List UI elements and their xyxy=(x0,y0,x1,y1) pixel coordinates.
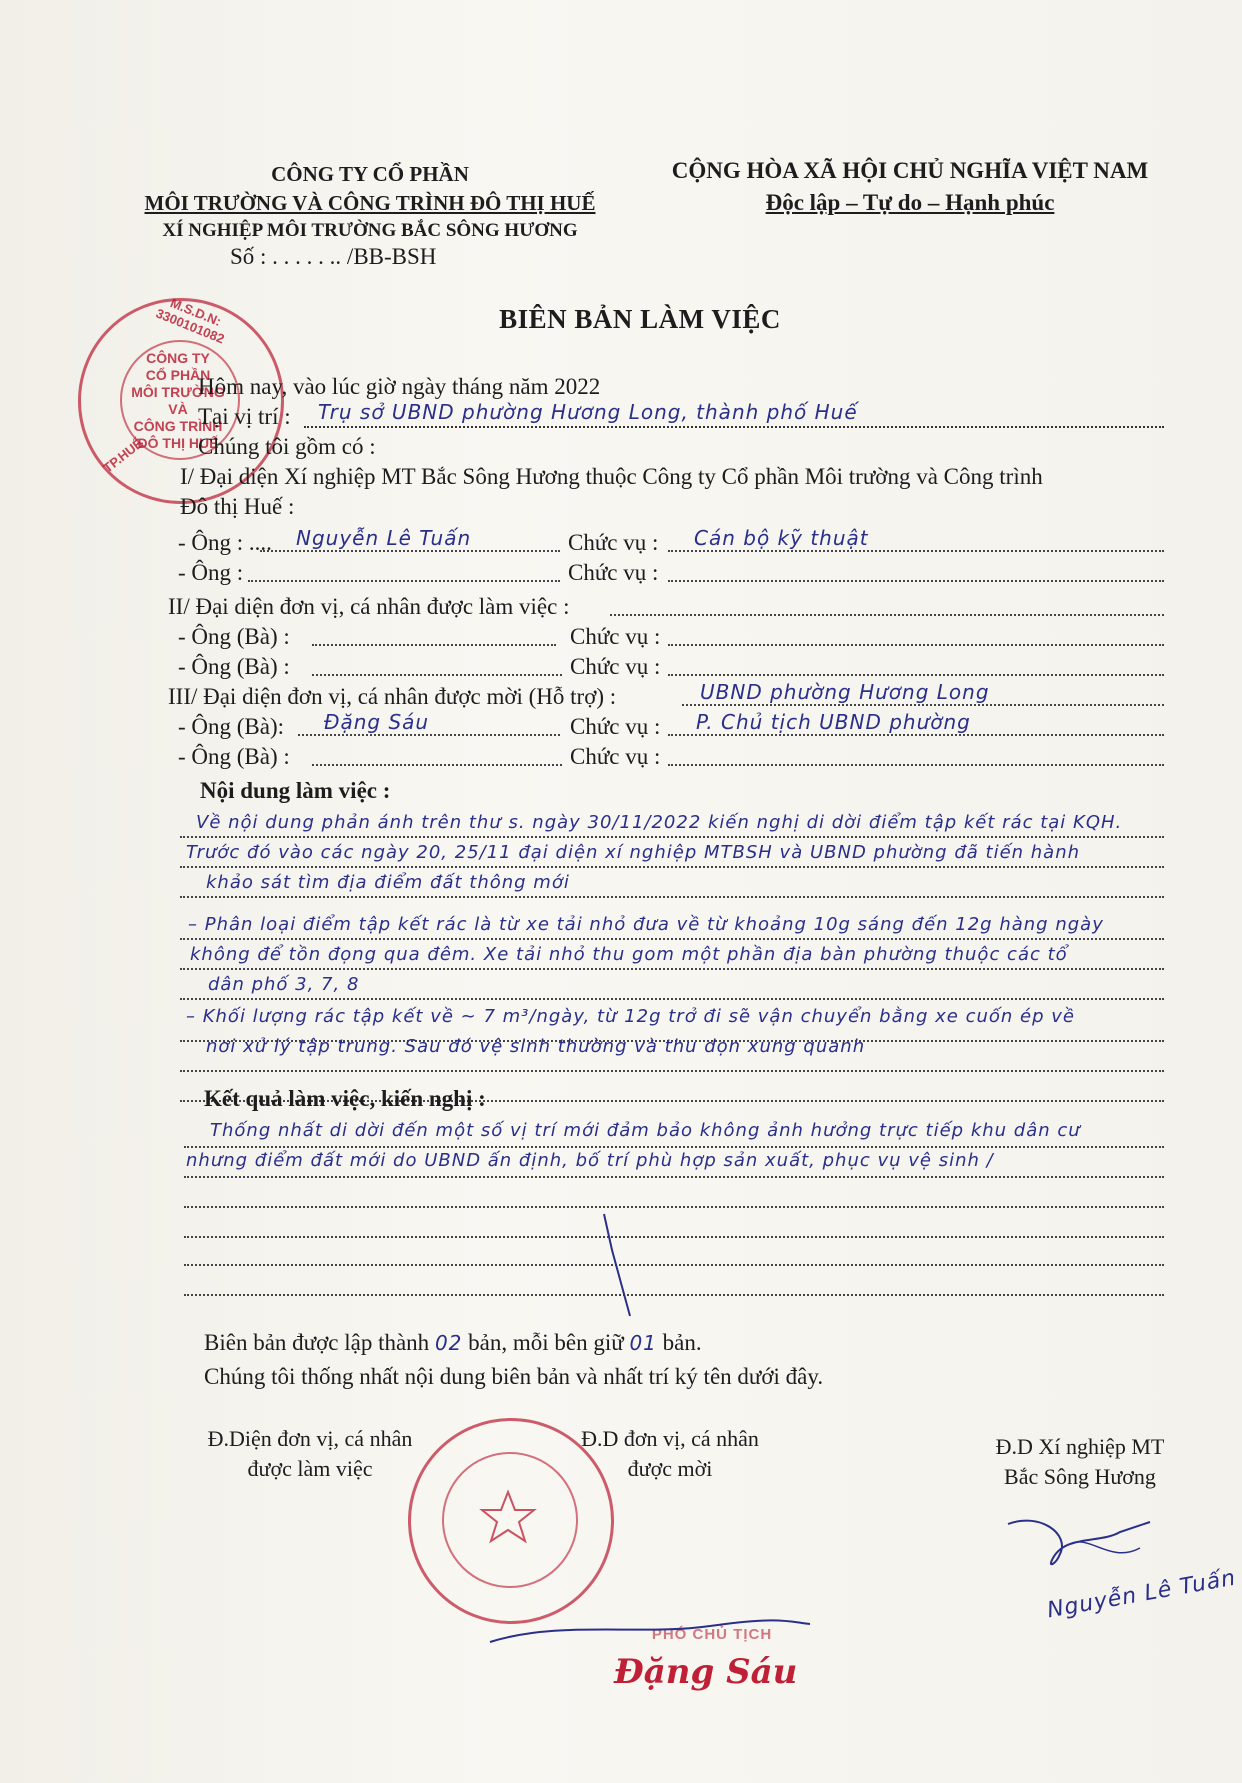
content-line: dân phố 3, 7, 8 xyxy=(208,974,360,995)
role-label: Chức vụ : xyxy=(570,714,661,739)
company-name: CÔNG TY CỔ PHẦN xyxy=(271,162,469,186)
header-left xyxy=(120,162,620,270)
ward-seal xyxy=(408,1418,618,1628)
right-signature xyxy=(1000,1504,1170,1584)
signer-name-invited: Đặng Sáu xyxy=(614,1652,798,1692)
section1-person2-label: - Ông : xyxy=(178,560,244,585)
country-name: CỘNG HÒA XÃ HỘI CHỦ NGHĨA VIỆT NAM xyxy=(671,158,1149,183)
result-line: Thống nhất di dời đến một số vị trí mới đảm bảo không ảnh hưởng trực tiếp khu dân cư xyxy=(210,1120,1081,1141)
content-line: – Phân loại điểm tập kết rác là từ xe tải nhỏ đưa về từ khoảng 10g sáng đến 12g hàng ngày xyxy=(188,914,1104,935)
section3-person1-name: Đặng Sáu xyxy=(324,710,430,734)
company-full-name: MÔI TRƯỜNG VÀ CÔNG TRÌNH ĐÔ THỊ HUẾ xyxy=(144,191,596,215)
content-line: Trước đó vào các ngày 20, 25/11 đại diện xí nghiệp MTBSH và UBND phường đã tiến hành xyxy=(186,842,1081,863)
content-line: nơi xử lý tập trung. Sau đó vệ sinh thường và thu dọn xung quanh xyxy=(206,1036,866,1057)
signer-title: PHÓ CHỦ TỊCH xyxy=(651,1626,773,1643)
copies-each: 01 xyxy=(629,1331,657,1355)
content-line: không để tồn đọng qua đêm. Xe tải nhỏ thu gom một phần địa bàn phường thuộc các tổ xyxy=(190,944,1068,965)
we-include: Chúng tôi gồm có : xyxy=(198,434,376,459)
company-seal: M.S.D.N: 3300101082 CÔNG TY CỔ PHẦN MÔI TRƯỜNG VÀ CÔNG TRÌNH ĐÔ THỊ HUẾ TP.HUẾ xyxy=(78,298,288,508)
section1-person1-name: Nguyễn Lê Tuấn xyxy=(296,526,472,550)
signer-name-enterprise: Nguyễn Lê Tuấn xyxy=(1045,1565,1238,1624)
section1-person1-label: - Ông : .... xyxy=(178,530,272,555)
signature-col-invited: Đ.D đơn vị, cá nhân được mời xyxy=(581,1426,759,1481)
strike-line xyxy=(600,1210,640,1320)
content-heading: Nội dung làm việc : xyxy=(200,778,391,803)
seal-inner-text: CÔNG TY CỔ PHẦN MÔI TRƯỜNG VÀ CÔNG TRÌNH ĐÔ THỊ HUẾ xyxy=(131,350,225,451)
role-label: Chức vụ : xyxy=(570,624,661,649)
copies-line: Biên bản được lập thành 02 bản, mỗi bên giữ 01 bản. xyxy=(204,1330,702,1355)
signature-col-enterprise: Đ.D Xí nghiệp MT Bắc Sông Hương xyxy=(995,1434,1165,1489)
content-line: khảo sát tìm địa điểm đất thông mới xyxy=(206,872,570,893)
section3-heading: III/ Đại diện đơn vị, cá nhân được mời (Hỗ trợ) : xyxy=(168,684,617,709)
section1-heading: I/ Đại diện Xí nghiệp MT Bắc Sông Hương thuộc Công ty Cổ phần Môi trường và Công trình xyxy=(180,464,1043,489)
location-handwritten: Trụ sở UBND phường Hương Long, thành phố Huế xyxy=(318,400,858,424)
star-icon xyxy=(478,1488,538,1548)
content-line: – Khối lượng rác tập kết về ~ 7 m³/ngày, từ 12g trở đi sẽ vận chuyển bằng xe cuốn ép về xyxy=(186,1006,1076,1027)
signature-col-worked: Đ.Diện đơn vị, cá nhân được làm việc xyxy=(207,1426,413,1481)
section1-person1-role: Cán bộ kỹ thuật xyxy=(694,526,869,550)
section2-heading: II/ Đại diện đơn vị, cá nhân được làm việc : xyxy=(168,594,570,619)
section3-org: UBND phường Hương Long xyxy=(700,680,990,704)
role-label: Chức vụ : xyxy=(570,654,661,679)
location-line: Tại vị trí : xyxy=(198,404,1164,430)
document-title: BIÊN BẢN LÀM VIỆC xyxy=(499,304,781,334)
section3-person1-label: - Ông (Bà): xyxy=(178,714,285,739)
section3-person1-role: P. Chủ tịch UBND phường xyxy=(696,710,971,734)
role-label: Chức vụ : xyxy=(570,744,661,769)
content-line: Về nội dung phản ánh trên thư s. ngày 30/11/2022 kiến nghị di dời điểm tập kết rác tại KQH. xyxy=(196,812,1123,833)
agreement-line: Chúng tôi thống nhất nội dung biên bản và nhất trí ký tên dưới đây. xyxy=(204,1364,824,1389)
section2-person2-label: - Ông (Bà) : xyxy=(178,654,290,679)
result-line: nhưng điểm đất mới do UBND ấn định, bố trí phù hợp sản xuất, phục vụ vệ sinh / xyxy=(186,1150,994,1171)
document-number: Số : . . . . . .. /BB-BSH xyxy=(230,244,437,269)
section3-person2-label: - Ông (Bà) : xyxy=(178,744,290,769)
national-motto: Độc lập – Tự do – Hạnh phúc xyxy=(765,190,1055,215)
role-label: Chức vụ : xyxy=(568,560,659,585)
unit-name: XÍ NGHIỆP MÔI TRƯỜNG BẮC SÔNG HƯƠNG xyxy=(162,220,578,241)
header-right xyxy=(650,158,1170,216)
intro-date-line: Hôm nay, vào lúc giờ ngày tháng năm 2022 xyxy=(198,374,601,399)
copies-total: 02 xyxy=(434,1331,463,1355)
role-label: Chức vụ : xyxy=(568,530,659,555)
section2-person1-label: - Ông (Bà) : xyxy=(178,624,290,649)
result-heading: Kết quả làm việc, kiến nghị : xyxy=(204,1086,486,1111)
section1-heading-cont: Đô thị Huế : xyxy=(180,494,295,519)
